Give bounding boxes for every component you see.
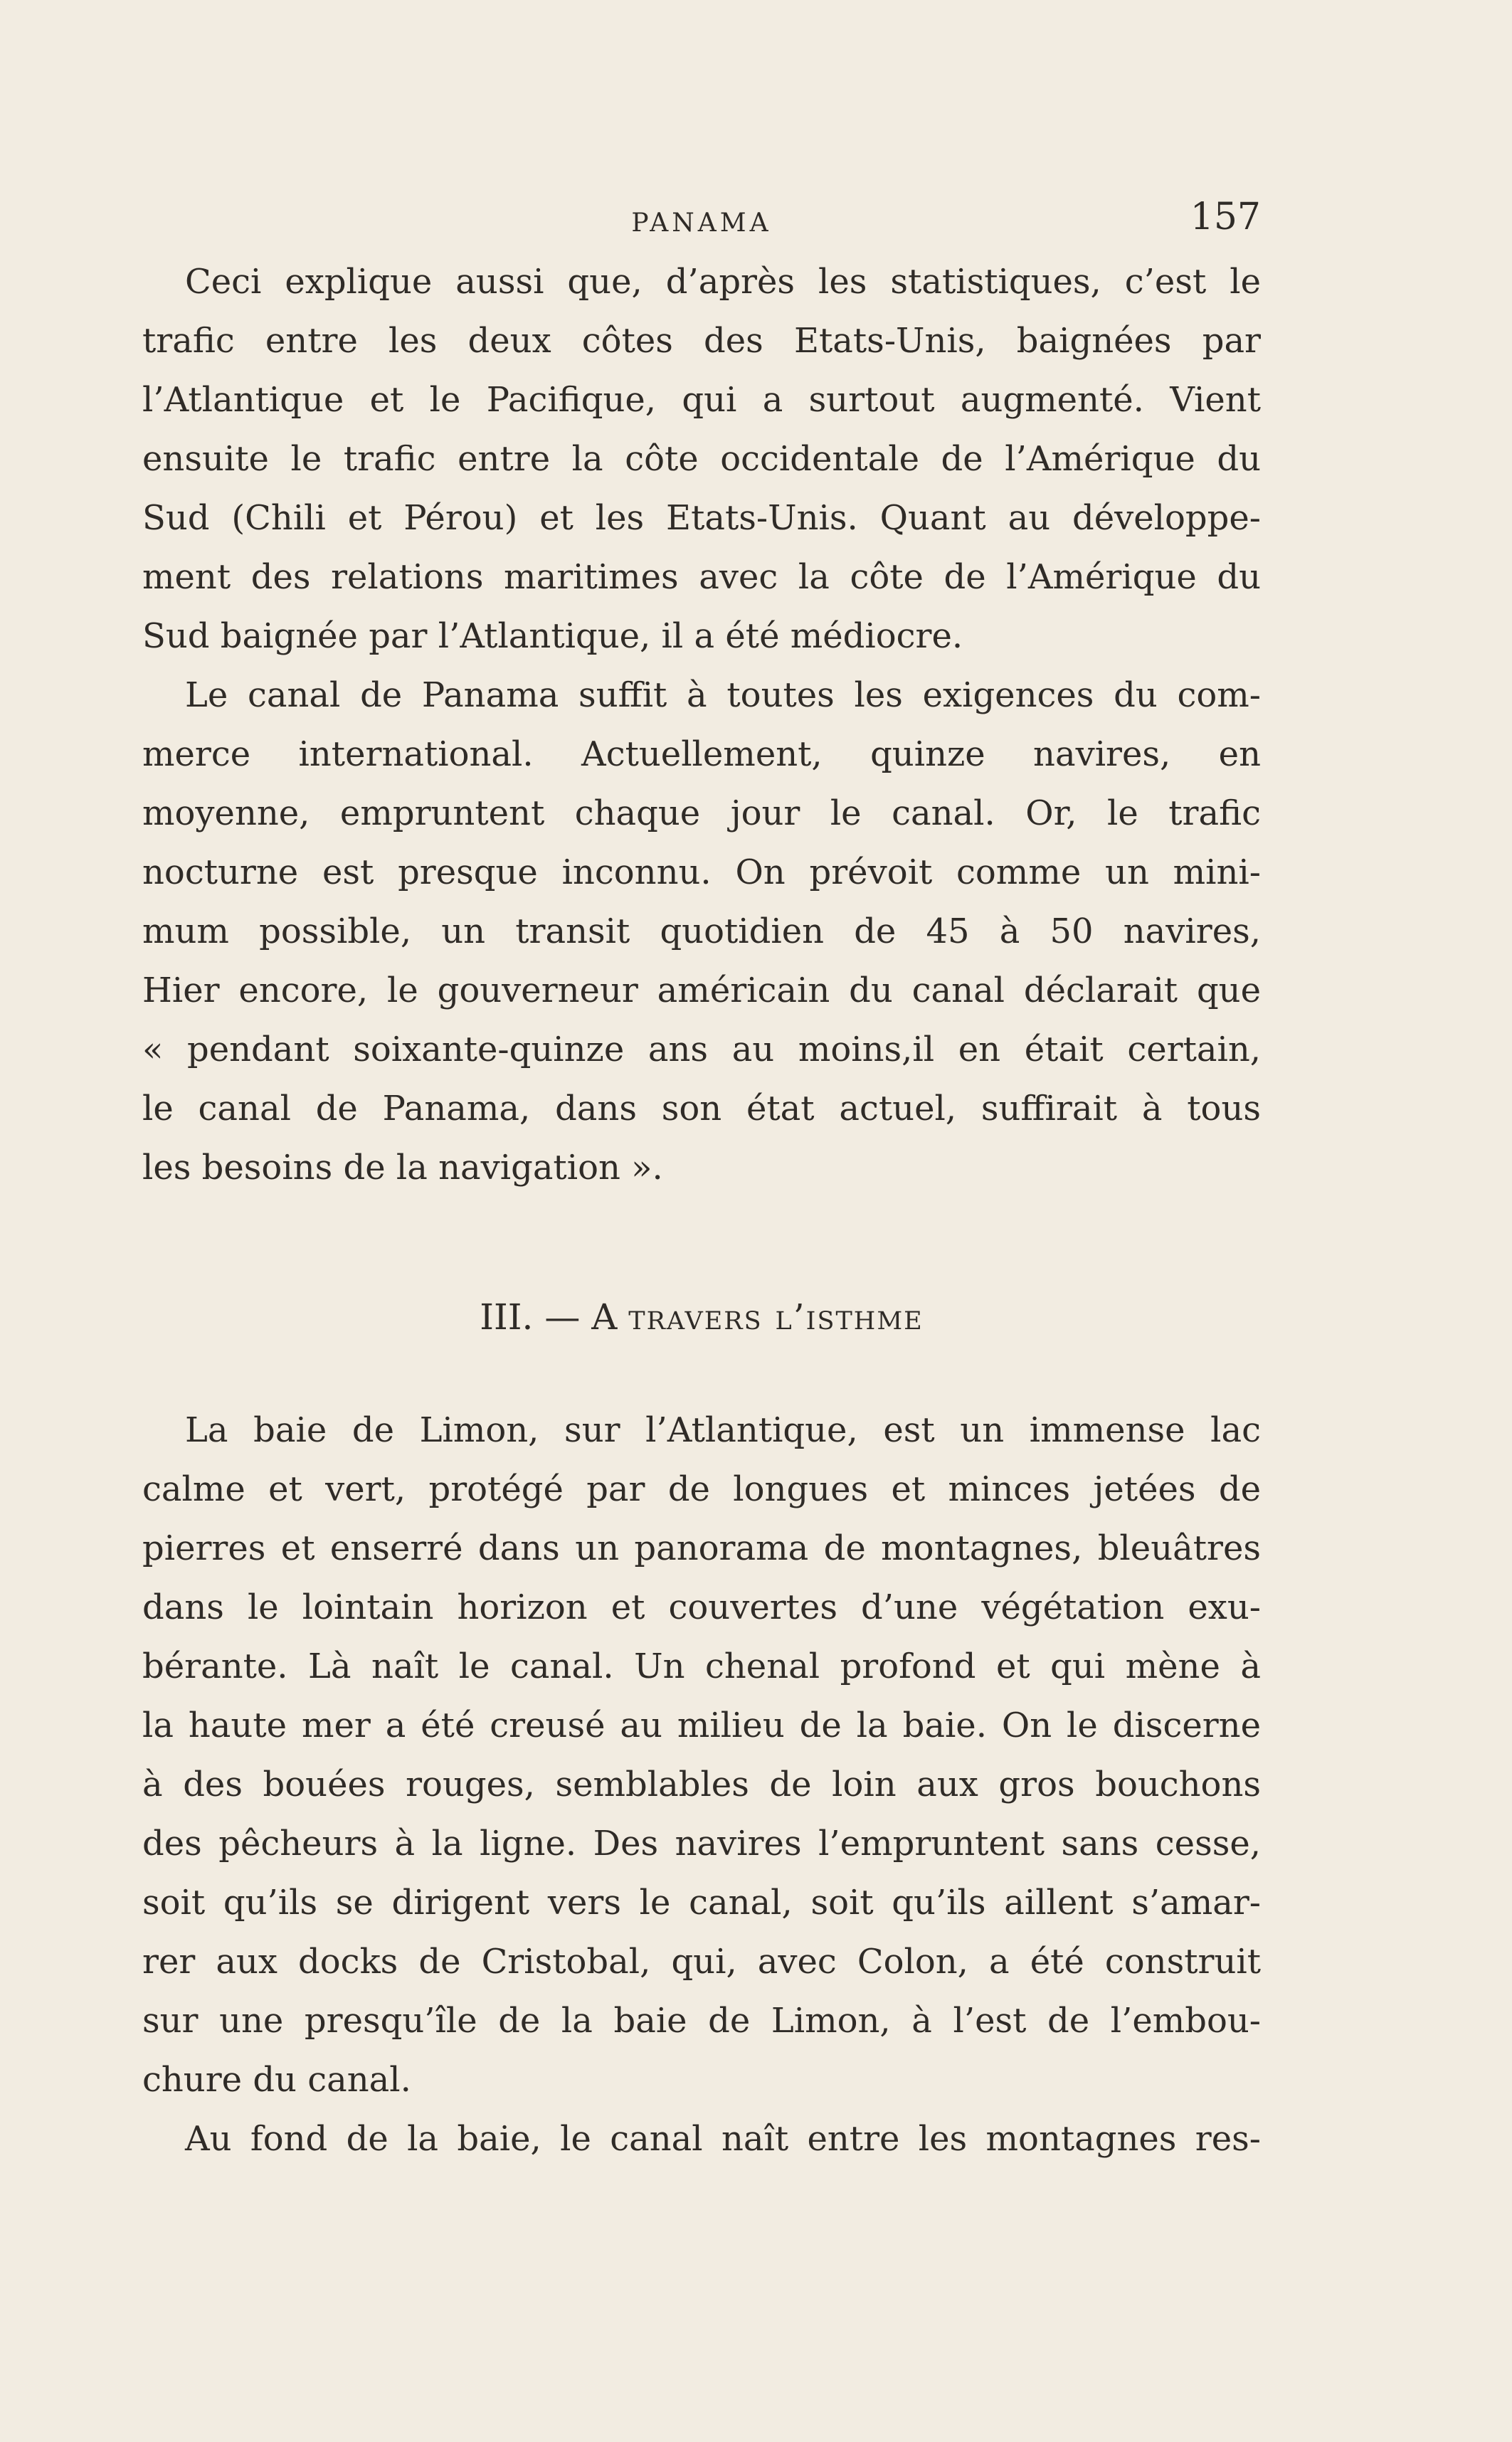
text-line: bérante. Là naît le canal. Un chenal profond et qui mène à [142,1646,1261,1686]
text-line: ensuite le trafic entre la côte occidentale de l’Amérique du [142,439,1261,479]
running-title: PANAMA [631,208,772,238]
book-page [142,196,1261,2169]
text-line: calme et vert, protégé par de longues et minces jetées de [142,1469,1261,1509]
text-line: les besoins de la navigation ». [142,1148,663,1188]
text-line: pierres et enserré dans un panorama de montagnes, bleuâtres [142,1528,1261,1568]
text-line: Au fond de la baie, le canal naît entre les montagnes res- [185,2119,1261,2159]
text-line: Sud baignée par l’Atlantique, il a été médiocre. [142,616,963,656]
text-line: l’Atlantique et le Pacifique, qui a surtout augmenté. Vient [142,380,1261,420]
text-line: La baie de Limon, sur l’Atlantique, est un immense lac [185,1410,1261,1450]
text-line: Hier encore, le gouverneur américain du canal déclarait que [142,971,1261,1010]
text-line: mum possible, un transit quotidien de 45 à 50 navires, [142,911,1261,951]
text-line: rer aux docks de Cristobal, qui, avec Colon, a été construit [142,1942,1261,1982]
running-head [142,196,1261,253]
paragraph-2 [142,666,1261,1198]
text-line: merce international. Actuellement, quinze navires, en [142,734,1261,774]
text-line: à des bouées rouges, semblables de loin aux gros bouchons [142,1765,1261,1804]
section-title: travers l’isthme [628,1296,924,1338]
text-line: la haute mer a été creusé au milieu de la baie. On le discerne [142,1706,1261,1745]
text-line: Le canal de Panama suffit à toutes les exigences du com- [185,675,1261,715]
text-line: sur une presqu’île de la baie de Limon, à l’est de l’embou- [142,2001,1261,2041]
text-line: Ceci explique aussi que, d’après les statistiques, c’est le [185,262,1261,302]
paragraph-1 [142,253,1261,666]
text-line: chure du canal. [142,2060,411,2100]
text-line: nocturne est presque inconnu. On prévoit comme un mini- [142,852,1261,892]
text-line: « pendant soixante-quinze ans au moins,il en était certain, [142,1030,1261,1069]
text-line: trafic entre les deux côtes des Etats-Unis, baignées par [142,321,1261,361]
page-number: 157 [1190,196,1261,238]
text-line: dans le lointain horizon et couvertes d’une végétation exu- [142,1587,1261,1627]
text-line: le canal de Panama, dans son état actuel, suffirait à tous [142,1089,1261,1128]
text-line: moyenne, empruntent chaque jour le canal. Or, le trafic [142,793,1261,833]
text-line: Sud (Chili et Pérou) et les Etats-Unis. Quant au développe- [142,498,1261,538]
text-line: des pêcheurs à la ligne. Des navires l’empruntent sans cesse, [142,1824,1261,1864]
text-line: soit qu’ils se dirigent vers le canal, soit qu’ils aillent s’amar- [142,1883,1261,1923]
section-number: III. — A [480,1296,618,1338]
section-heading [142,1296,1261,1338]
text-line: ment des relations maritimes avec la côte de l’Amérique du [142,557,1261,597]
paragraph-4 [142,2110,1261,2169]
paragraph-3 [142,1401,1261,2110]
